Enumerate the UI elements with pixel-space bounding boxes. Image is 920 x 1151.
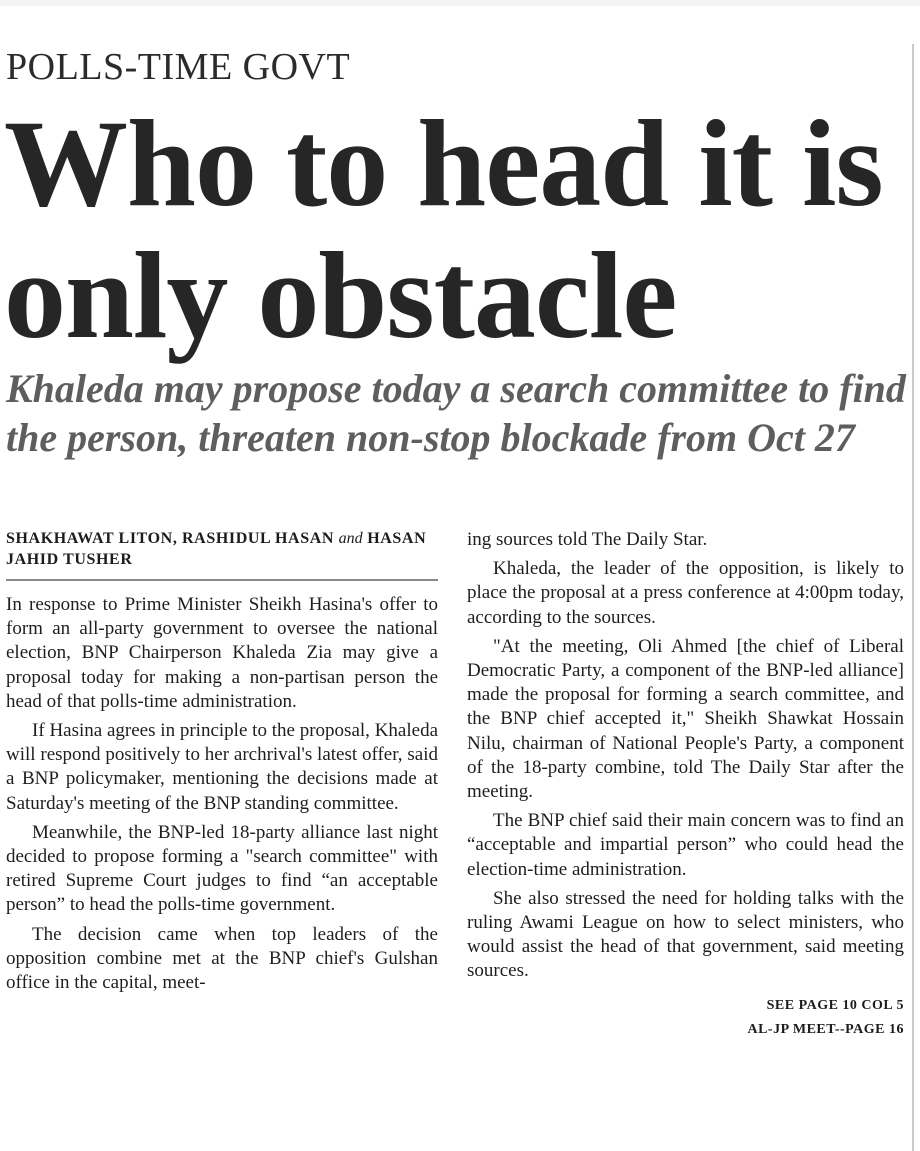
paragraph: In response to Prime Minister Sheikh Hasina's offer to form an all-party government to oversee the national election, BNP Chairperson Khaleda Zia may give a proposal today for making a non-partisan person the head of that polls-time administration. [6, 594, 438, 712]
paragraph: Khaleda, the leader of the opposition, is likely to place the proposal at a press conference at 4:00pm today, according to the sources. [467, 558, 904, 628]
byline-authors-2: HASAN JAHID TUSHER [6, 530, 427, 568]
deck-subheadline: Khaleda may propose today a search committee to find the person, threaten non-stop blockade from Oct 27 [6, 366, 906, 460]
paragraph: Meanwhile, the BNP-led 18-party alliance last night decided to propose forming a "search committee" with retired Supreme Court judges to find “an acceptable person” to head the polls-time government. [6, 821, 438, 916]
paragraph: She also stressed the need for holding talks with the ruling Awami League on how to select ministers, who would assist the head of that government, said meeting sources. [467, 887, 904, 982]
paragraph: The BNP chief said their main concern was to find an “acceptable and impartial person” who could head the election-time administration. [467, 810, 904, 880]
article-column-right [467, 528, 904, 1042]
paragraph: The decision came when top leaders of the opposition combine met at the BNP chief's Gulshan office in the capital, meet- [6, 923, 438, 994]
paragraph: ing sources told The Daily Star. [467, 529, 708, 550]
paragraph: "At the meeting, Oli Ahmed [the chief of Liberal Democratic Party, a component of the BNP-led alliance] made the proposal for forming a search committee, and the BNP chief accepted it," Sheikh Shawkat Hossain Nilu, chairman of National People's Party, a component of the 18-party combine, told The Daily Star after the meeting. [467, 635, 904, 803]
byline [6, 528, 438, 581]
article-column-left [6, 528, 438, 1000]
paragraph: If Hasina agrees in principle to the proposal, Khaleda will respond positively to her archrival's latest offer, said a BNP policymaker, mentioning the decisions made at Saturday's meeting of the BNP standing committee. [6, 720, 438, 814]
jump-references [467, 994, 904, 1042]
kicker: POLLS-TIME GOVT [6, 46, 351, 88]
jump-reference: AL-JP MEET--PAGE 16 [747, 1021, 904, 1037]
byline-and: and [338, 530, 363, 547]
top-rule [0, 0, 920, 6]
byline-authors-1: SHAKHAWAT LITON, RASHIDUL HASAN [6, 530, 335, 547]
column-rule [912, 44, 914, 1151]
headline: Who to head it is only obstacle [4, 95, 883, 364]
see-page-reference: SEE PAGE 10 COL 5 [766, 997, 904, 1013]
